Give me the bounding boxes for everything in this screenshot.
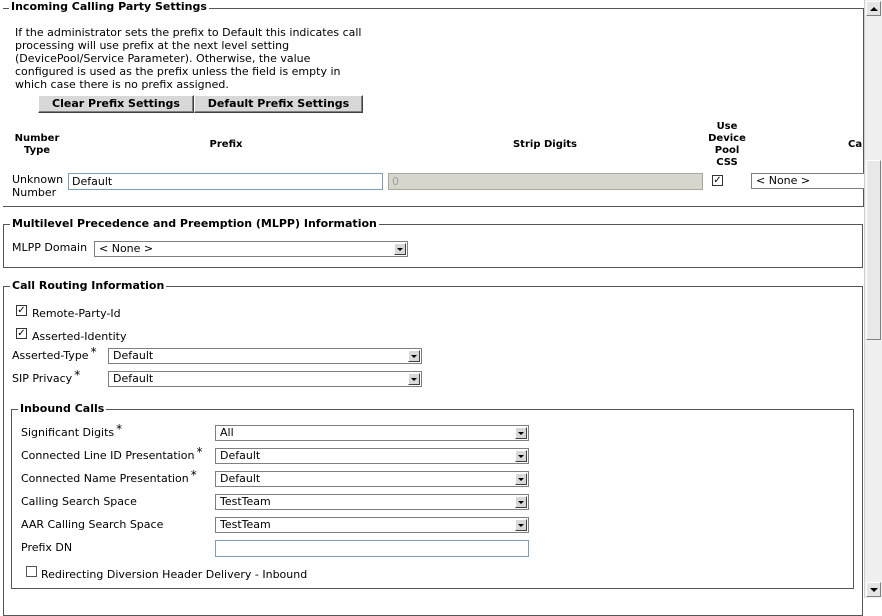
- scroll-up-icon[interactable]: [866, 1, 881, 16]
- significant-digits-label: [21, 422, 123, 439]
- required-mark: *: [74, 368, 81, 382]
- sip-privacy-select[interactable]: [108, 371, 422, 387]
- redirecting-diversion-header-label: Redirecting Diversion Header Delivery - Inbound: [41, 568, 308, 581]
- required-mark: *: [190, 468, 197, 482]
- use-header-line: CSS: [716, 157, 738, 168]
- call-routing-legend: Call Routing Information: [12, 279, 165, 292]
- significant-digits-value: All: [220, 426, 234, 439]
- incoming-calling-party-settings-legend: Incoming Calling Party Settings: [11, 0, 207, 13]
- asserted-type-label-text: Asserted-Type: [12, 349, 89, 362]
- strip-digits-input[interactable]: 0: [388, 173, 703, 190]
- redirecting-diversion-header-checkbox[interactable]: [26, 566, 37, 577]
- aar-calling-search-space-select[interactable]: [215, 517, 529, 533]
- connected-name-presentation-select[interactable]: [215, 471, 529, 487]
- required-mark: *: [196, 445, 203, 459]
- use-device-pool-css-header: [702, 121, 752, 169]
- chevron-down-icon[interactable]: [394, 243, 406, 255]
- default-prefix-settings-button[interactable]: Default Prefix Settings: [194, 95, 363, 113]
- remote-party-id-label: Remote-Party-Id: [32, 307, 121, 320]
- required-mark: *: [116, 422, 123, 436]
- scrollbar-thumb[interactable]: [866, 160, 881, 340]
- use-header-line: Device: [708, 133, 746, 144]
- number-type-header: [12, 133, 62, 157]
- chevron-down-icon[interactable]: [515, 450, 527, 462]
- chevron-down-icon[interactable]: [515, 427, 527, 439]
- chevron-down-icon[interactable]: [408, 373, 420, 385]
- asserted-type-select[interactable]: [108, 348, 422, 364]
- inbound-calling-search-space-value: TestTeam: [220, 495, 271, 508]
- connected-name-value: Default: [220, 472, 261, 485]
- description-line: configured is used as the prefix unless the field is empty in: [15, 65, 341, 78]
- calling-search-space-select[interactable]: [751, 173, 871, 189]
- significant-digits-select[interactable]: [215, 425, 529, 441]
- prefix-input[interactable]: Default: [68, 173, 383, 190]
- number-type-header-line: Number: [14, 133, 60, 144]
- prefix-dn-input[interactable]: [215, 540, 529, 557]
- strip-digits-header: Strip Digits: [512, 139, 578, 150]
- connected-line-label-text: Connected Line ID Presentation: [21, 449, 195, 462]
- sip-privacy-label: [12, 368, 81, 385]
- prefix-dn-label: Prefix DN: [21, 541, 73, 554]
- asserted-type-label: [12, 345, 97, 362]
- mlpp-domain-label: MLPP Domain: [12, 241, 88, 254]
- connected-line-id-presentation-label: [21, 445, 203, 462]
- asserted-type-value: Default: [113, 349, 154, 362]
- significant-digits-label-text: Significant Digits: [21, 426, 115, 439]
- chevron-down-icon[interactable]: [515, 473, 527, 485]
- chevron-down-icon[interactable]: [515, 519, 527, 531]
- use-header-line: Pool: [714, 145, 740, 156]
- mlpp-domain-value: < None >: [99, 242, 154, 255]
- scroll-down-icon[interactable]: [866, 582, 881, 597]
- clear-prefix-settings-button[interactable]: Clear Prefix Settings: [38, 95, 194, 113]
- calling-search-space-label: Calling Search Space: [21, 495, 137, 508]
- use-header-line: Use: [716, 121, 738, 132]
- asserted-identity-label: Asserted-Identity: [32, 330, 127, 343]
- sip-privacy-value: Default: [113, 372, 154, 385]
- calling-search-space-value: < None >: [756, 174, 811, 187]
- aar-calling-search-space-label: AAR Calling Search Space: [21, 518, 164, 531]
- aar-calling-search-space-value: TestTeam: [220, 518, 271, 531]
- prefix-header: Prefix: [209, 139, 243, 150]
- inbound-calling-search-space-select[interactable]: [215, 494, 529, 510]
- mlpp-legend: Multilevel Precedence and Preemption (MLPP) Information: [12, 217, 377, 230]
- remote-party-id-checkbox[interactable]: ✓: [17, 305, 26, 316]
- asserted-identity-checkbox[interactable]: ✓: [17, 328, 26, 339]
- calling-search-space-header: Ca: [848, 139, 863, 150]
- sip-privacy-label-text: SIP Privacy: [12, 372, 73, 385]
- description-line: (DevicePool/Service Parameter). Otherwise, the value: [15, 52, 311, 65]
- number-type-header-line: Type: [23, 145, 51, 156]
- description-line: which case there is no prefix assigned.: [15, 78, 229, 91]
- inbound-calls-legend: Inbound Calls: [20, 402, 105, 415]
- connected-line-value: Default: [220, 449, 261, 462]
- chevron-down-icon[interactable]: [515, 496, 527, 508]
- number-type-label: [12, 173, 63, 199]
- description-line: processing will use prefix at the next level setting: [15, 39, 290, 52]
- number-type-line: Number: [12, 186, 57, 199]
- required-mark: *: [90, 345, 97, 359]
- description-line: If the administrator sets the prefix to Default this indicates call: [15, 26, 362, 39]
- connected-name-presentation-label: [21, 468, 197, 485]
- connected-name-label-text: Connected Name Presentation: [21, 472, 189, 485]
- connected-line-id-presentation-select[interactable]: [215, 448, 529, 464]
- use-device-pool-css-checkbox[interactable]: ✓: [713, 175, 722, 186]
- chevron-down-icon[interactable]: [408, 350, 420, 362]
- mlpp-domain-select[interactable]: [94, 241, 408, 257]
- number-type-line: Unknown: [12, 173, 64, 186]
